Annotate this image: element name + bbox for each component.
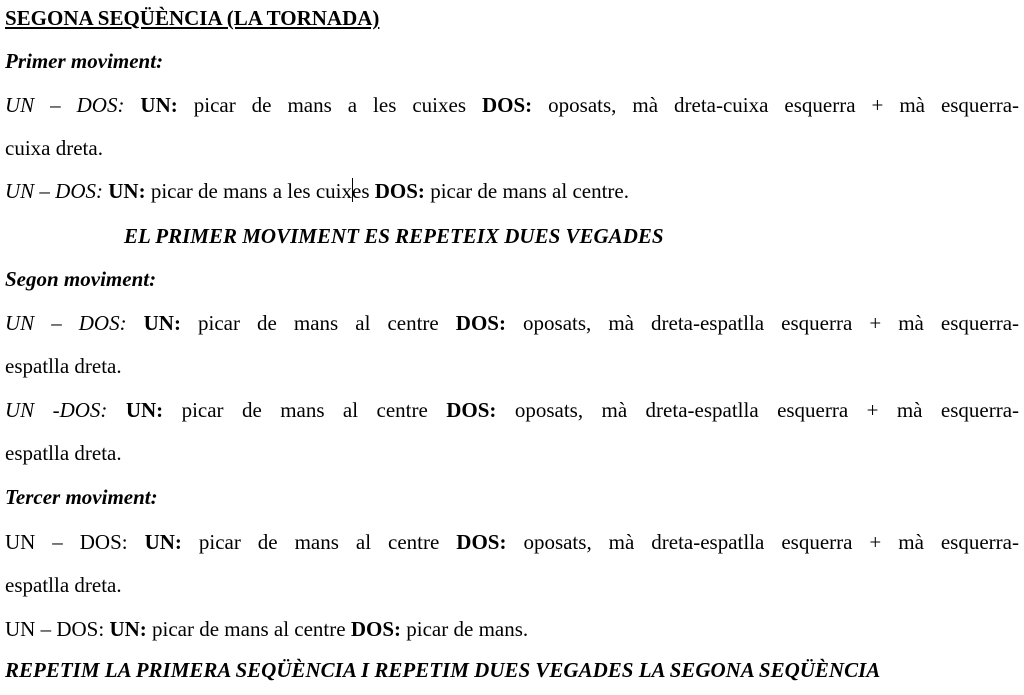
- count-label: UN – DOS:: [5, 530, 128, 554]
- un-text: picar de mans al centre: [152, 617, 346, 641]
- second-movement-step-1-continuation: espatlla dreta.: [5, 354, 122, 378]
- count-label: UN – DOS:: [5, 617, 105, 641]
- dos-label: DOS:: [350, 617, 402, 641]
- un-label: UN:: [140, 93, 178, 117]
- dos-label: DOS:: [374, 179, 425, 203]
- third-movement-heading: Tercer moviment:: [5, 485, 158, 509]
- closing-instruction: REPETIM LA PRIMERA SEQÜÈNCIA I REPETIM DUES VEGADES LA SEGONA SEQÜÈNCIA: [5, 658, 881, 682]
- second-movement-step-1: [5, 308, 1019, 338]
- count-label: UN – DOS:: [5, 179, 103, 203]
- count-label: UN – DOS:: [5, 311, 127, 335]
- second-movement-heading: Segon moviment:: [5, 267, 157, 291]
- third-movement-step-2: [5, 614, 1019, 644]
- dos-text: oposats, mà dreta-cuixa esquerra + mà esquerra-: [548, 93, 1020, 117]
- repeat-note: EL PRIMER MOVIMENT ES REPETEIX DUES VEGADES: [124, 224, 664, 248]
- un-text-part-a: picar de mans a les cuix: [150, 179, 352, 203]
- first-movement-step-1-continuation: cuixa dreta.: [5, 136, 103, 160]
- count-label: UN – DOS:: [5, 93, 125, 117]
- dos-label: DOS:: [446, 398, 497, 422]
- un-label: UN:: [108, 179, 146, 203]
- second-movement-step-2-continuation: espatlla dreta.: [5, 441, 122, 465]
- un-text: [151, 179, 370, 203]
- un-text: picar de mans al centre: [198, 530, 440, 554]
- un-label: UN:: [109, 617, 147, 641]
- second-movement-step-2: [5, 395, 1019, 425]
- dos-text: oposats, mà dreta-espatlla esquerra + mà esquerra-: [514, 398, 1020, 422]
- dos-text: oposats, mà dreta-espatlla esquerra + mà esquerra-: [523, 530, 1019, 554]
- dos-label: DOS:: [456, 530, 507, 554]
- un-text: picar de mans a les cuixes: [193, 93, 466, 117]
- sequence-title: SEGONA SEQÜÈNCIA (LA TORNADA): [5, 6, 380, 30]
- un-label: UN:: [125, 398, 164, 422]
- third-movement-step-1-continuation: espatlla dreta.: [5, 573, 122, 597]
- first-movement-heading: Primer moviment:: [5, 49, 164, 73]
- dos-label: DOS:: [481, 93, 533, 117]
- dos-text: picar de mans.: [406, 617, 529, 641]
- un-text: picar de mans al centre: [198, 311, 439, 335]
- first-movement-step-1: [5, 90, 1019, 120]
- un-text-part-b: es: [352, 179, 370, 203]
- first-movement-step-2: [5, 176, 1019, 206]
- dos-label: DOS:: [455, 311, 506, 335]
- third-movement-step-1: [5, 527, 1019, 557]
- un-label: UN:: [144, 530, 182, 554]
- count-label: UN -DOS:: [5, 398, 108, 422]
- dos-text: oposats, mà dreta-espatlla esquerra + mà esquerra-: [523, 311, 1020, 335]
- dos-text: picar de mans al centre.: [430, 179, 630, 203]
- un-text: picar de mans al centre: [181, 398, 428, 422]
- un-label: UN:: [143, 311, 181, 335]
